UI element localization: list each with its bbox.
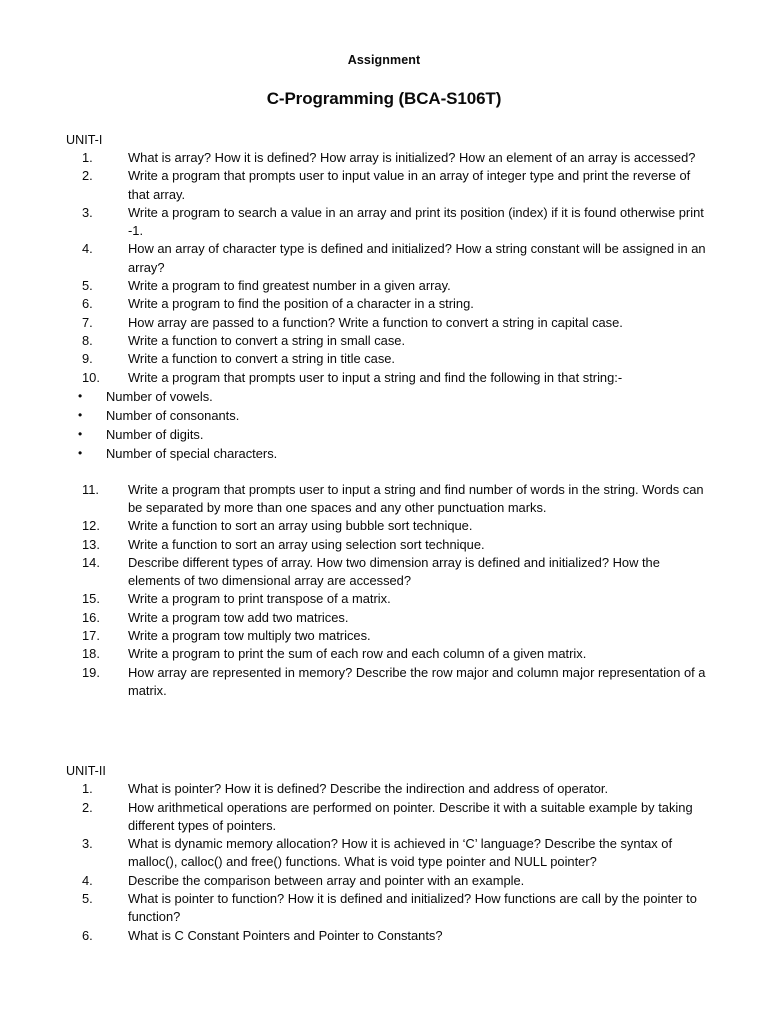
question-item	[82, 890, 714, 927]
sub-list-item	[78, 425, 714, 444]
sub-list-item-text: Number of consonants.	[106, 408, 240, 424]
question-item	[82, 536, 714, 554]
question-number: 6.	[82, 296, 93, 312]
question-text: What is dynamic memory allocation? How it is achieved in ‘C’ language? Describe the syntax of malloc(), calloc() and free() functions. What is void type pointer and NULL pointer?	[128, 836, 673, 870]
question-number: 5.	[82, 278, 93, 294]
question-item	[82, 149, 714, 167]
question-number: 6.	[82, 927, 93, 943]
unit-section-1	[66, 131, 714, 700]
question-item	[82, 350, 714, 368]
question-item	[82, 369, 714, 387]
sub-list-item	[78, 406, 714, 425]
sub-list-item-text: Number of digits.	[106, 427, 204, 443]
question-text: Describe different types of array. How two dimension array is defined and initialized? How the elements of two dimensional array are accessed?	[128, 554, 660, 589]
question-item	[82, 627, 714, 645]
question-text: Write a program to find the position of a character in a string.	[128, 296, 474, 312]
question-text: Write a function to convert a string in small case.	[128, 332, 406, 348]
sub-list-item	[78, 387, 714, 406]
question-number: 19.	[82, 664, 100, 680]
question-item	[82, 481, 714, 518]
question-item	[82, 799, 714, 836]
sub-list-item	[78, 444, 714, 463]
document-header	[0, 0, 768, 110]
question-item	[82, 590, 714, 608]
question-number: 3.	[82, 204, 93, 220]
question-number: 2.	[82, 168, 93, 184]
question-number: 15.	[82, 591, 100, 607]
question-text: Write a function to convert a string in title case.	[128, 351, 396, 367]
question-number: 8.	[82, 332, 93, 348]
question-item	[82, 554, 714, 591]
bullet-icon: •	[78, 388, 83, 403]
question-number: 7.	[82, 314, 93, 330]
question-item	[82, 835, 714, 872]
bullet-icon: •	[78, 427, 83, 442]
sub-list-item-text: Number of vowels.	[106, 388, 213, 404]
question-text: Write a program that prompts user to input value in an array of integer type and print the reverse of that array.	[128, 168, 691, 202]
question-item	[82, 517, 714, 535]
question-text: Write a program that prompts user to input a string and find the following in that string:-	[128, 369, 623, 385]
question-item	[82, 277, 714, 295]
question-item	[82, 167, 714, 204]
question-number: 1.	[82, 150, 93, 165]
question-text: Describe the comparison between array and pointer with an example.	[128, 872, 525, 888]
question-number: 2.	[82, 799, 93, 815]
question-text: Write a program that prompts user to input a string and find number of words in the string. Words can be separated by more than one spaces and any other punctuation marks.	[128, 481, 704, 515]
question-text: Write a program tow multiply two matrices.	[128, 628, 371, 644]
question-item	[82, 332, 714, 350]
question-text: What is C Constant Pointers and Pointer to Constants?	[128, 927, 443, 943]
question-text: What is array? How it is defined? How array is initialized? How an element of an array is accessed?	[128, 150, 696, 165]
unit-1-label: UNIT-I	[66, 133, 103, 147]
question-item	[82, 872, 714, 890]
question-number: 10.	[82, 369, 100, 385]
course-title-heading: C-Programming (BCA-S106T)	[266, 89, 502, 108]
question-text: Write a program to search a value in an array and print its position (index) if it is found otherwise print -1.	[128, 204, 704, 239]
unit-1-question-list	[66, 149, 714, 700]
question-number: 11.	[82, 481, 99, 497]
question-number: 5.	[82, 891, 93, 907]
question-item	[82, 645, 714, 663]
question-number: 16.	[82, 609, 100, 625]
question-number: 9.	[82, 351, 93, 367]
unit-2-question-list	[66, 780, 714, 945]
question-item	[82, 204, 714, 241]
question-text: Write a function to sort an array using bubble sort technique.	[128, 518, 473, 534]
question-item	[82, 314, 714, 332]
unit-2-label: UNIT-II	[66, 764, 106, 779]
question-item	[82, 927, 714, 945]
question-item	[82, 664, 714, 701]
unit-section-2	[66, 762, 714, 945]
question-item	[82, 780, 714, 798]
question-sub-list	[66, 387, 714, 464]
question-number: 12.	[82, 518, 100, 534]
question-text: What is pointer to function? How it is defined and initialized? How functions are call by the pointer to function?	[128, 891, 697, 925]
question-text: Write a program to print the sum of each row and each column of a given matrix.	[128, 646, 587, 662]
question-text: What is pointer? How it is defined? Describe the indirection and address of operator.	[128, 781, 609, 797]
question-number: 13.	[82, 536, 100, 552]
bullet-icon: •	[78, 408, 83, 423]
bullet-icon: •	[78, 446, 83, 461]
question-item	[82, 295, 714, 313]
question-text: How array are passed to a function? Write a function to convert a string in capital case.	[128, 314, 623, 330]
question-number: 14.	[82, 554, 100, 570]
question-number: 1.	[82, 781, 93, 797]
question-number: 4.	[82, 872, 93, 888]
question-item	[82, 609, 714, 627]
list-spacer	[66, 464, 714, 481]
question-number: 17.	[82, 628, 100, 644]
question-number: 18.	[82, 646, 100, 662]
question-text: Write a program to print transpose of a matrix.	[128, 591, 391, 607]
question-text: Write a program tow add two matrices.	[128, 609, 349, 625]
question-text: How arithmetical operations are performed on pointer. Describe it with a suitable example by taking different types of pointers.	[128, 799, 693, 833]
sub-list-item-text: Number of special characters.	[106, 446, 278, 462]
question-item	[82, 240, 714, 277]
question-number: 3.	[82, 836, 93, 852]
question-text: How array are represented in memory? Describe the row major and column major representation of a matrix.	[128, 664, 706, 698]
question-text: Write a function to sort an array using selection sort technique.	[128, 536, 485, 552]
question-text: How an array of character type is defined and initialized? How a string constant will be assigned in an array?	[128, 241, 706, 275]
question-text: Write a program to find greatest number in a given array.	[128, 278, 451, 294]
assignment-heading: Assignment	[347, 53, 421, 67]
question-number: 4.	[82, 241, 93, 257]
